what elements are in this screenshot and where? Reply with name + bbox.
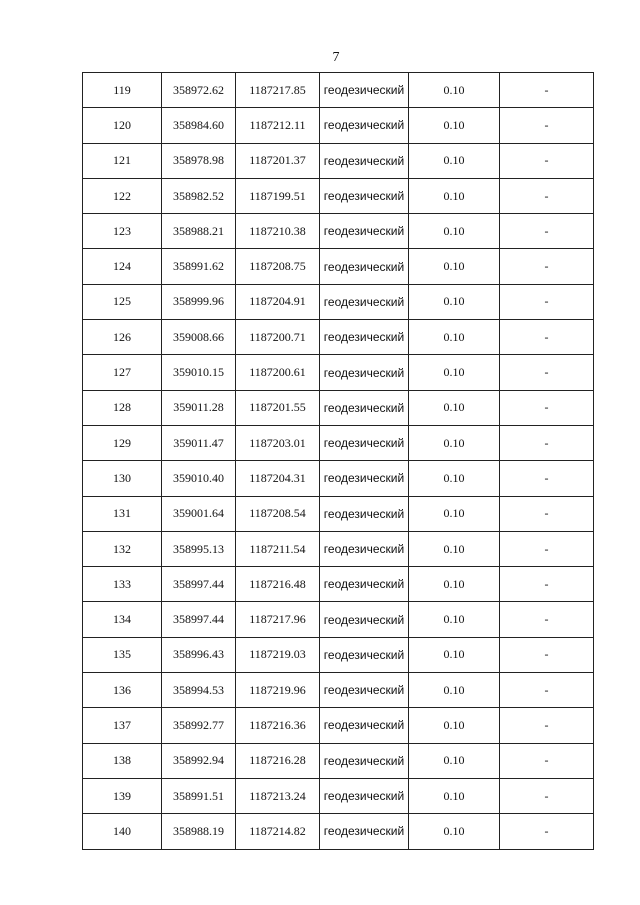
table-row: [83, 531, 594, 566]
x-coordinate-cell: 359011.47: [162, 425, 236, 460]
method-cell: геодезический: [320, 567, 409, 602]
accuracy-cell: 0.10: [409, 214, 500, 249]
point-number-cell: 140: [83, 814, 162, 849]
table-row: [83, 602, 594, 637]
point-number-cell: 124: [83, 249, 162, 284]
x-coordinate-cell: 359011.28: [162, 390, 236, 425]
note-cell: -: [500, 708, 594, 743]
accuracy-cell: 0.10: [409, 708, 500, 743]
note-cell: -: [500, 602, 594, 637]
point-number-cell: 122: [83, 178, 162, 213]
accuracy-cell: 0.10: [409, 320, 500, 355]
note-cell: -: [500, 425, 594, 460]
note-cell: -: [500, 743, 594, 778]
table-row: [83, 355, 594, 390]
note-cell: -: [500, 320, 594, 355]
table-row: [83, 249, 594, 284]
method-cell: геодезический: [320, 249, 409, 284]
y-coordinate-cell: 1187214.82: [236, 814, 320, 849]
point-number-cell: 127: [83, 355, 162, 390]
method-cell: геодезический: [320, 178, 409, 213]
accuracy-cell: 0.10: [409, 178, 500, 213]
table-row: [83, 708, 594, 743]
y-coordinate-cell: 1187208.75: [236, 249, 320, 284]
method-cell: геодезический: [320, 390, 409, 425]
table-row: [83, 567, 594, 602]
point-number-cell: 133: [83, 567, 162, 602]
y-coordinate-cell: 1187212.11: [236, 108, 320, 143]
method-cell: геодезический: [320, 814, 409, 849]
point-number-cell: 134: [83, 602, 162, 637]
point-number-cell: 129: [83, 425, 162, 460]
x-coordinate-cell: 358972.62: [162, 73, 236, 108]
method-cell: геодезический: [320, 637, 409, 672]
table-row: [83, 673, 594, 708]
note-cell: -: [500, 814, 594, 849]
y-coordinate-cell: 1187204.91: [236, 284, 320, 319]
note-cell: -: [500, 531, 594, 566]
point-number-cell: 132: [83, 531, 162, 566]
x-coordinate-cell: 358992.94: [162, 743, 236, 778]
y-coordinate-cell: 1187211.54: [236, 531, 320, 566]
method-cell: геодезический: [320, 320, 409, 355]
x-coordinate-cell: 358995.13: [162, 531, 236, 566]
method-cell: геодезический: [320, 214, 409, 249]
y-coordinate-cell: 1187210.38: [236, 214, 320, 249]
x-coordinate-cell: 359008.66: [162, 320, 236, 355]
note-cell: -: [500, 178, 594, 213]
y-coordinate-cell: 1187200.61: [236, 355, 320, 390]
table-row: [83, 73, 594, 108]
point-number-cell: 138: [83, 743, 162, 778]
table-row: [83, 320, 594, 355]
note-cell: -: [500, 461, 594, 496]
table-row: [83, 461, 594, 496]
note-cell: -: [500, 390, 594, 425]
note-cell: -: [500, 73, 594, 108]
accuracy-cell: 0.10: [409, 743, 500, 778]
method-cell: геодезический: [320, 496, 409, 531]
y-coordinate-cell: 1187216.48: [236, 567, 320, 602]
note-cell: -: [500, 214, 594, 249]
accuracy-cell: 0.10: [409, 602, 500, 637]
y-coordinate-cell: 1187200.71: [236, 320, 320, 355]
note-cell: -: [500, 143, 594, 178]
table-row: [83, 743, 594, 778]
accuracy-cell: 0.10: [409, 814, 500, 849]
method-cell: геодезический: [320, 108, 409, 143]
point-number-cell: 121: [83, 143, 162, 178]
y-coordinate-cell: 1187201.55: [236, 390, 320, 425]
x-coordinate-cell: 358978.98: [162, 143, 236, 178]
accuracy-cell: 0.10: [409, 531, 500, 566]
y-coordinate-cell: 1187219.03: [236, 637, 320, 672]
method-cell: геодезический: [320, 708, 409, 743]
accuracy-cell: 0.10: [409, 778, 500, 813]
accuracy-cell: 0.10: [409, 355, 500, 390]
y-coordinate-cell: 1187213.24: [236, 778, 320, 813]
table-row: [83, 214, 594, 249]
y-coordinate-cell: 1187217.96: [236, 602, 320, 637]
x-coordinate-cell: 358982.52: [162, 178, 236, 213]
x-coordinate-cell: 359010.15: [162, 355, 236, 390]
x-coordinate-cell: 358984.60: [162, 108, 236, 143]
accuracy-cell: 0.10: [409, 673, 500, 708]
x-coordinate-cell: 358988.21: [162, 214, 236, 249]
x-coordinate-cell: 358991.51: [162, 778, 236, 813]
method-cell: геодезический: [320, 143, 409, 178]
x-coordinate-cell: 359010.40: [162, 461, 236, 496]
method-cell: геодезический: [320, 531, 409, 566]
point-number-cell: 120: [83, 108, 162, 143]
accuracy-cell: 0.10: [409, 108, 500, 143]
method-cell: геодезический: [320, 284, 409, 319]
accuracy-cell: 0.10: [409, 496, 500, 531]
accuracy-cell: 0.10: [409, 284, 500, 319]
coordinates-table-body: [83, 73, 594, 850]
y-coordinate-cell: 1187204.31: [236, 461, 320, 496]
accuracy-cell: 0.10: [409, 567, 500, 602]
point-number-cell: 128: [83, 390, 162, 425]
table-row: [83, 284, 594, 319]
y-coordinate-cell: 1187199.51: [236, 178, 320, 213]
method-cell: геодезический: [320, 743, 409, 778]
note-cell: -: [500, 673, 594, 708]
table-row: [83, 637, 594, 672]
coordinates-table: [82, 72, 594, 850]
note-cell: -: [500, 355, 594, 390]
point-number-cell: 119: [83, 73, 162, 108]
accuracy-cell: 0.10: [409, 390, 500, 425]
table-row: [83, 178, 594, 213]
accuracy-cell: 0.10: [409, 73, 500, 108]
point-number-cell: 123: [83, 214, 162, 249]
note-cell: -: [500, 284, 594, 319]
y-coordinate-cell: 1187208.54: [236, 496, 320, 531]
x-coordinate-cell: 358999.96: [162, 284, 236, 319]
y-coordinate-cell: 1187203.01: [236, 425, 320, 460]
method-cell: геодезический: [320, 425, 409, 460]
x-coordinate-cell: 358992.77: [162, 708, 236, 743]
table-row: [83, 778, 594, 813]
note-cell: -: [500, 249, 594, 284]
point-number-cell: 136: [83, 673, 162, 708]
table-row: [83, 143, 594, 178]
point-number-cell: 130: [83, 461, 162, 496]
y-coordinate-cell: 1187201.37: [236, 143, 320, 178]
table-row: [83, 496, 594, 531]
note-cell: -: [500, 637, 594, 672]
note-cell: -: [500, 496, 594, 531]
method-cell: геодезический: [320, 73, 409, 108]
accuracy-cell: 0.10: [409, 461, 500, 496]
accuracy-cell: 0.10: [409, 637, 500, 672]
x-coordinate-cell: 358996.43: [162, 637, 236, 672]
y-coordinate-cell: 1187219.96: [236, 673, 320, 708]
method-cell: геодезический: [320, 778, 409, 813]
point-number-cell: 135: [83, 637, 162, 672]
x-coordinate-cell: 358994.53: [162, 673, 236, 708]
x-coordinate-cell: 358988.19: [162, 814, 236, 849]
method-cell: геодезический: [320, 355, 409, 390]
y-coordinate-cell: 1187216.28: [236, 743, 320, 778]
note-cell: -: [500, 778, 594, 813]
table-row: [83, 814, 594, 849]
page-number: 7: [332, 50, 340, 65]
point-number-cell: 126: [83, 320, 162, 355]
y-coordinate-cell: 1187216.36: [236, 708, 320, 743]
method-cell: геодезический: [320, 602, 409, 637]
point-number-cell: 131: [83, 496, 162, 531]
point-number-cell: 137: [83, 708, 162, 743]
point-number-cell: 139: [83, 778, 162, 813]
method-cell: геодезический: [320, 673, 409, 708]
x-coordinate-cell: 358997.44: [162, 602, 236, 637]
table-row: [83, 390, 594, 425]
note-cell: -: [500, 567, 594, 602]
y-coordinate-cell: 1187217.85: [236, 73, 320, 108]
note-cell: -: [500, 108, 594, 143]
accuracy-cell: 0.10: [409, 143, 500, 178]
x-coordinate-cell: 358997.44: [162, 567, 236, 602]
point-number-cell: 125: [83, 284, 162, 319]
table-row: [83, 425, 594, 460]
accuracy-cell: 0.10: [409, 249, 500, 284]
accuracy-cell: 0.10: [409, 425, 500, 460]
method-cell: геодезический: [320, 461, 409, 496]
x-coordinate-cell: 358991.62: [162, 249, 236, 284]
x-coordinate-cell: 359001.64: [162, 496, 236, 531]
table-row: [83, 108, 594, 143]
